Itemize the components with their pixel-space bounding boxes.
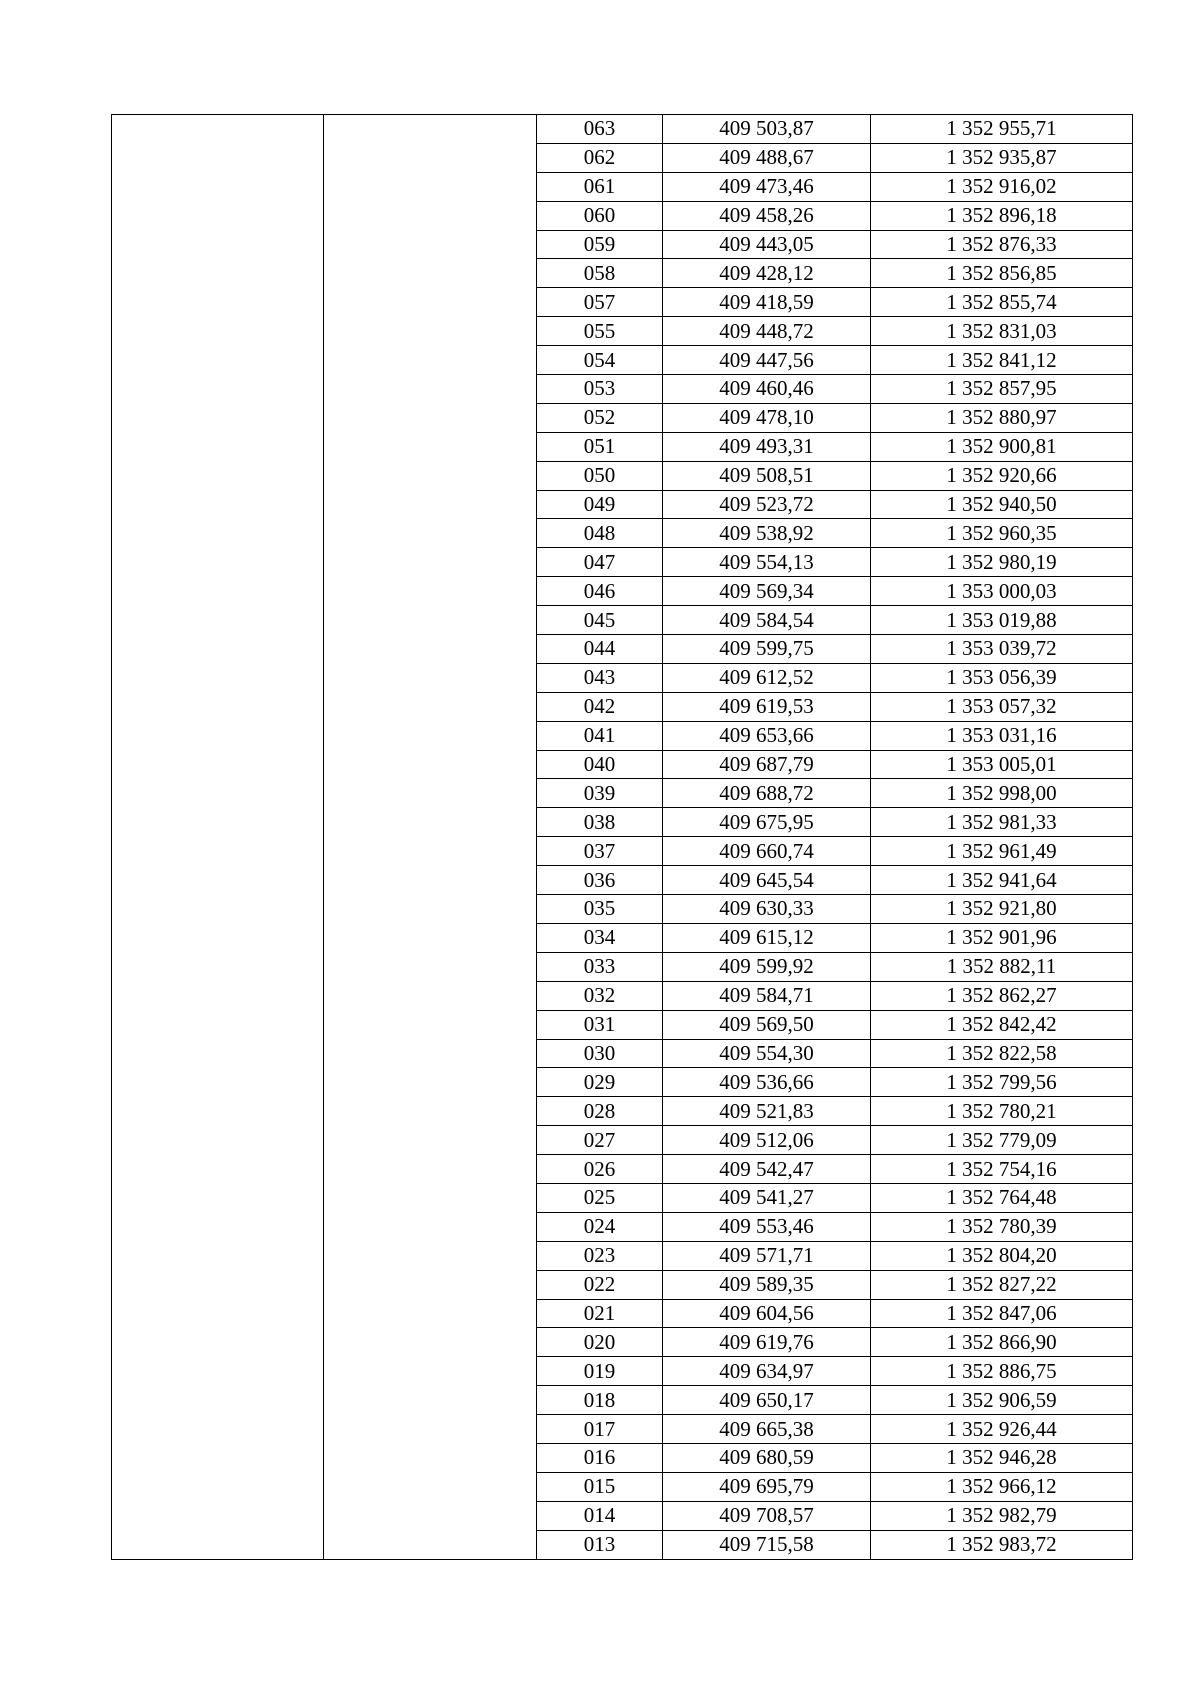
y-coordinate-cell: 1 353 031,16 (871, 721, 1133, 750)
point-number-cell: 029 (537, 1068, 663, 1097)
y-coordinate-cell: 1 352 841,12 (871, 346, 1133, 375)
point-number-cell: 055 (537, 317, 663, 346)
y-coordinate-cell: 1 352 966,12 (871, 1472, 1133, 1501)
point-number-cell: 023 (537, 1241, 663, 1270)
point-number-cell: 044 (537, 635, 663, 664)
y-coordinate-cell: 1 352 946,28 (871, 1443, 1133, 1472)
empty-column-1 (112, 115, 324, 1560)
x-coordinate-cell: 409 589,35 (663, 1270, 871, 1299)
x-coordinate-cell: 409 612,52 (663, 663, 871, 692)
x-coordinate-cell: 409 458,26 (663, 201, 871, 230)
y-coordinate-cell: 1 352 906,59 (871, 1386, 1133, 1415)
y-coordinate-cell: 1 352 779,09 (871, 1126, 1133, 1155)
y-coordinate-cell: 1 352 847,06 (871, 1299, 1133, 1328)
y-coordinate-cell: 1 352 982,79 (871, 1501, 1133, 1530)
y-coordinate-cell: 1 352 857,95 (871, 375, 1133, 404)
x-coordinate-cell: 409 523,72 (663, 490, 871, 519)
point-number-cell: 017 (537, 1415, 663, 1444)
x-coordinate-cell: 409 619,53 (663, 692, 871, 721)
point-number-cell: 059 (537, 230, 663, 259)
x-coordinate-cell: 409 630,33 (663, 895, 871, 924)
point-number-cell: 022 (537, 1270, 663, 1299)
x-coordinate-cell: 409 653,66 (663, 721, 871, 750)
x-coordinate-cell: 409 541,27 (663, 1183, 871, 1212)
x-coordinate-cell: 409 443,05 (663, 230, 871, 259)
point-number-cell: 037 (537, 837, 663, 866)
point-number-cell: 043 (537, 663, 663, 692)
y-coordinate-cell: 1 352 780,39 (871, 1212, 1133, 1241)
x-coordinate-cell: 409 634,97 (663, 1357, 871, 1386)
y-coordinate-cell: 1 352 998,00 (871, 779, 1133, 808)
y-coordinate-cell: 1 352 940,50 (871, 490, 1133, 519)
point-number-cell: 063 (537, 115, 663, 144)
point-number-cell: 018 (537, 1386, 663, 1415)
x-coordinate-cell: 409 508,51 (663, 461, 871, 490)
point-number-cell: 024 (537, 1212, 663, 1241)
point-number-cell: 050 (537, 461, 663, 490)
point-number-cell: 032 (537, 981, 663, 1010)
x-coordinate-cell: 409 488,67 (663, 143, 871, 172)
x-coordinate-cell: 409 428,12 (663, 259, 871, 288)
y-coordinate-cell: 1 352 935,87 (871, 143, 1133, 172)
point-number-cell: 026 (537, 1155, 663, 1184)
y-coordinate-cell: 1 352 862,27 (871, 981, 1133, 1010)
x-coordinate-cell: 409 619,76 (663, 1328, 871, 1357)
x-coordinate-cell: 409 478,10 (663, 403, 871, 432)
point-number-cell: 048 (537, 519, 663, 548)
point-number-cell: 019 (537, 1357, 663, 1386)
y-coordinate-cell: 1 352 981,33 (871, 808, 1133, 837)
x-coordinate-cell: 409 687,79 (663, 750, 871, 779)
x-coordinate-cell: 409 553,46 (663, 1212, 871, 1241)
x-coordinate-cell: 409 645,54 (663, 866, 871, 895)
point-number-cell: 062 (537, 143, 663, 172)
x-coordinate-cell: 409 715,58 (663, 1530, 871, 1559)
coordinates-table-body (112, 115, 1133, 1560)
point-number-cell: 028 (537, 1097, 663, 1126)
y-coordinate-cell: 1 352 856,85 (871, 259, 1133, 288)
y-coordinate-cell: 1 352 804,20 (871, 1241, 1133, 1270)
x-coordinate-cell: 409 665,38 (663, 1415, 871, 1444)
y-coordinate-cell: 1 352 842,42 (871, 1010, 1133, 1039)
table-row (112, 115, 1133, 144)
x-coordinate-cell: 409 569,50 (663, 1010, 871, 1039)
point-number-cell: 025 (537, 1183, 663, 1212)
x-coordinate-cell: 409 599,75 (663, 635, 871, 664)
x-coordinate-cell: 409 521,83 (663, 1097, 871, 1126)
x-coordinate-cell: 409 650,17 (663, 1386, 871, 1415)
y-coordinate-cell: 1 352 799,56 (871, 1068, 1133, 1097)
x-coordinate-cell: 409 460,46 (663, 375, 871, 404)
x-coordinate-cell: 409 538,92 (663, 519, 871, 548)
point-number-cell: 045 (537, 606, 663, 635)
point-number-cell: 020 (537, 1328, 663, 1357)
point-number-cell: 038 (537, 808, 663, 837)
point-number-cell: 046 (537, 577, 663, 606)
point-number-cell: 057 (537, 288, 663, 317)
y-coordinate-cell: 1 352 980,19 (871, 548, 1133, 577)
empty-column-2 (324, 115, 537, 1560)
x-coordinate-cell: 409 604,56 (663, 1299, 871, 1328)
y-coordinate-cell: 1 353 056,39 (871, 663, 1133, 692)
x-coordinate-cell: 409 688,72 (663, 779, 871, 808)
x-coordinate-cell: 409 599,92 (663, 952, 871, 981)
y-coordinate-cell: 1 352 896,18 (871, 201, 1133, 230)
y-coordinate-cell: 1 352 880,97 (871, 403, 1133, 432)
y-coordinate-cell: 1 352 754,16 (871, 1155, 1133, 1184)
x-coordinate-cell: 409 542,47 (663, 1155, 871, 1184)
x-coordinate-cell: 409 569,34 (663, 577, 871, 606)
y-coordinate-cell: 1 352 882,11 (871, 952, 1133, 981)
x-coordinate-cell: 409 695,79 (663, 1472, 871, 1501)
x-coordinate-cell: 409 554,30 (663, 1039, 871, 1068)
point-number-cell: 041 (537, 721, 663, 750)
point-number-cell: 030 (537, 1039, 663, 1068)
point-number-cell: 015 (537, 1472, 663, 1501)
point-number-cell: 060 (537, 201, 663, 230)
point-number-cell: 052 (537, 403, 663, 432)
point-number-cell: 058 (537, 259, 663, 288)
point-number-cell: 035 (537, 895, 663, 924)
x-coordinate-cell: 409 571,71 (663, 1241, 871, 1270)
point-number-cell: 031 (537, 1010, 663, 1039)
y-coordinate-cell: 1 352 822,58 (871, 1039, 1133, 1068)
y-coordinate-cell: 1 352 920,66 (871, 461, 1133, 490)
x-coordinate-cell: 409 536,66 (663, 1068, 871, 1097)
y-coordinate-cell: 1 352 901,96 (871, 923, 1133, 952)
y-coordinate-cell: 1 352 941,64 (871, 866, 1133, 895)
y-coordinate-cell: 1 352 780,21 (871, 1097, 1133, 1126)
x-coordinate-cell: 409 418,59 (663, 288, 871, 317)
x-coordinate-cell: 409 675,95 (663, 808, 871, 837)
y-coordinate-cell: 1 353 039,72 (871, 635, 1133, 664)
point-number-cell: 014 (537, 1501, 663, 1530)
point-number-cell: 049 (537, 490, 663, 519)
y-coordinate-cell: 1 352 961,49 (871, 837, 1133, 866)
point-number-cell: 051 (537, 432, 663, 461)
x-coordinate-cell: 409 708,57 (663, 1501, 871, 1530)
y-coordinate-cell: 1 352 955,71 (871, 115, 1133, 144)
y-coordinate-cell: 1 352 921,80 (871, 895, 1133, 924)
point-number-cell: 016 (537, 1443, 663, 1472)
x-coordinate-cell: 409 660,74 (663, 837, 871, 866)
point-number-cell: 036 (537, 866, 663, 895)
point-number-cell: 021 (537, 1299, 663, 1328)
point-number-cell: 040 (537, 750, 663, 779)
y-coordinate-cell: 1 353 000,03 (871, 577, 1133, 606)
y-coordinate-cell: 1 353 057,32 (871, 692, 1133, 721)
point-number-cell: 054 (537, 346, 663, 375)
point-number-cell: 047 (537, 548, 663, 577)
point-number-cell: 039 (537, 779, 663, 808)
x-coordinate-cell: 409 448,72 (663, 317, 871, 346)
x-coordinate-cell: 409 584,54 (663, 606, 871, 635)
x-coordinate-cell: 409 493,31 (663, 432, 871, 461)
y-coordinate-cell: 1 352 886,75 (871, 1357, 1133, 1386)
point-number-cell: 034 (537, 923, 663, 952)
y-coordinate-cell: 1 352 960,35 (871, 519, 1133, 548)
point-number-cell: 027 (537, 1126, 663, 1155)
y-coordinate-cell: 1 352 916,02 (871, 172, 1133, 201)
y-coordinate-cell: 1 353 019,88 (871, 606, 1133, 635)
x-coordinate-cell: 409 503,87 (663, 115, 871, 144)
x-coordinate-cell: 409 680,59 (663, 1443, 871, 1472)
point-number-cell: 061 (537, 172, 663, 201)
point-number-cell: 033 (537, 952, 663, 981)
x-coordinate-cell: 409 584,71 (663, 981, 871, 1010)
y-coordinate-cell: 1 352 866,90 (871, 1328, 1133, 1357)
y-coordinate-cell: 1 352 855,74 (871, 288, 1133, 317)
y-coordinate-cell: 1 352 926,44 (871, 1415, 1133, 1444)
x-coordinate-cell: 409 447,56 (663, 346, 871, 375)
coordinates-table (111, 114, 1133, 1560)
y-coordinate-cell: 1 352 831,03 (871, 317, 1133, 346)
point-number-cell: 013 (537, 1530, 663, 1559)
y-coordinate-cell: 1 352 876,33 (871, 230, 1133, 259)
y-coordinate-cell: 1 352 764,48 (871, 1183, 1133, 1212)
x-coordinate-cell: 409 512,06 (663, 1126, 871, 1155)
point-number-cell: 053 (537, 375, 663, 404)
x-coordinate-cell: 409 473,46 (663, 172, 871, 201)
y-coordinate-cell: 1 352 983,72 (871, 1530, 1133, 1559)
y-coordinate-cell: 1 352 827,22 (871, 1270, 1133, 1299)
point-number-cell: 042 (537, 692, 663, 721)
x-coordinate-cell: 409 554,13 (663, 548, 871, 577)
y-coordinate-cell: 1 353 005,01 (871, 750, 1133, 779)
y-coordinate-cell: 1 352 900,81 (871, 432, 1133, 461)
x-coordinate-cell: 409 615,12 (663, 923, 871, 952)
